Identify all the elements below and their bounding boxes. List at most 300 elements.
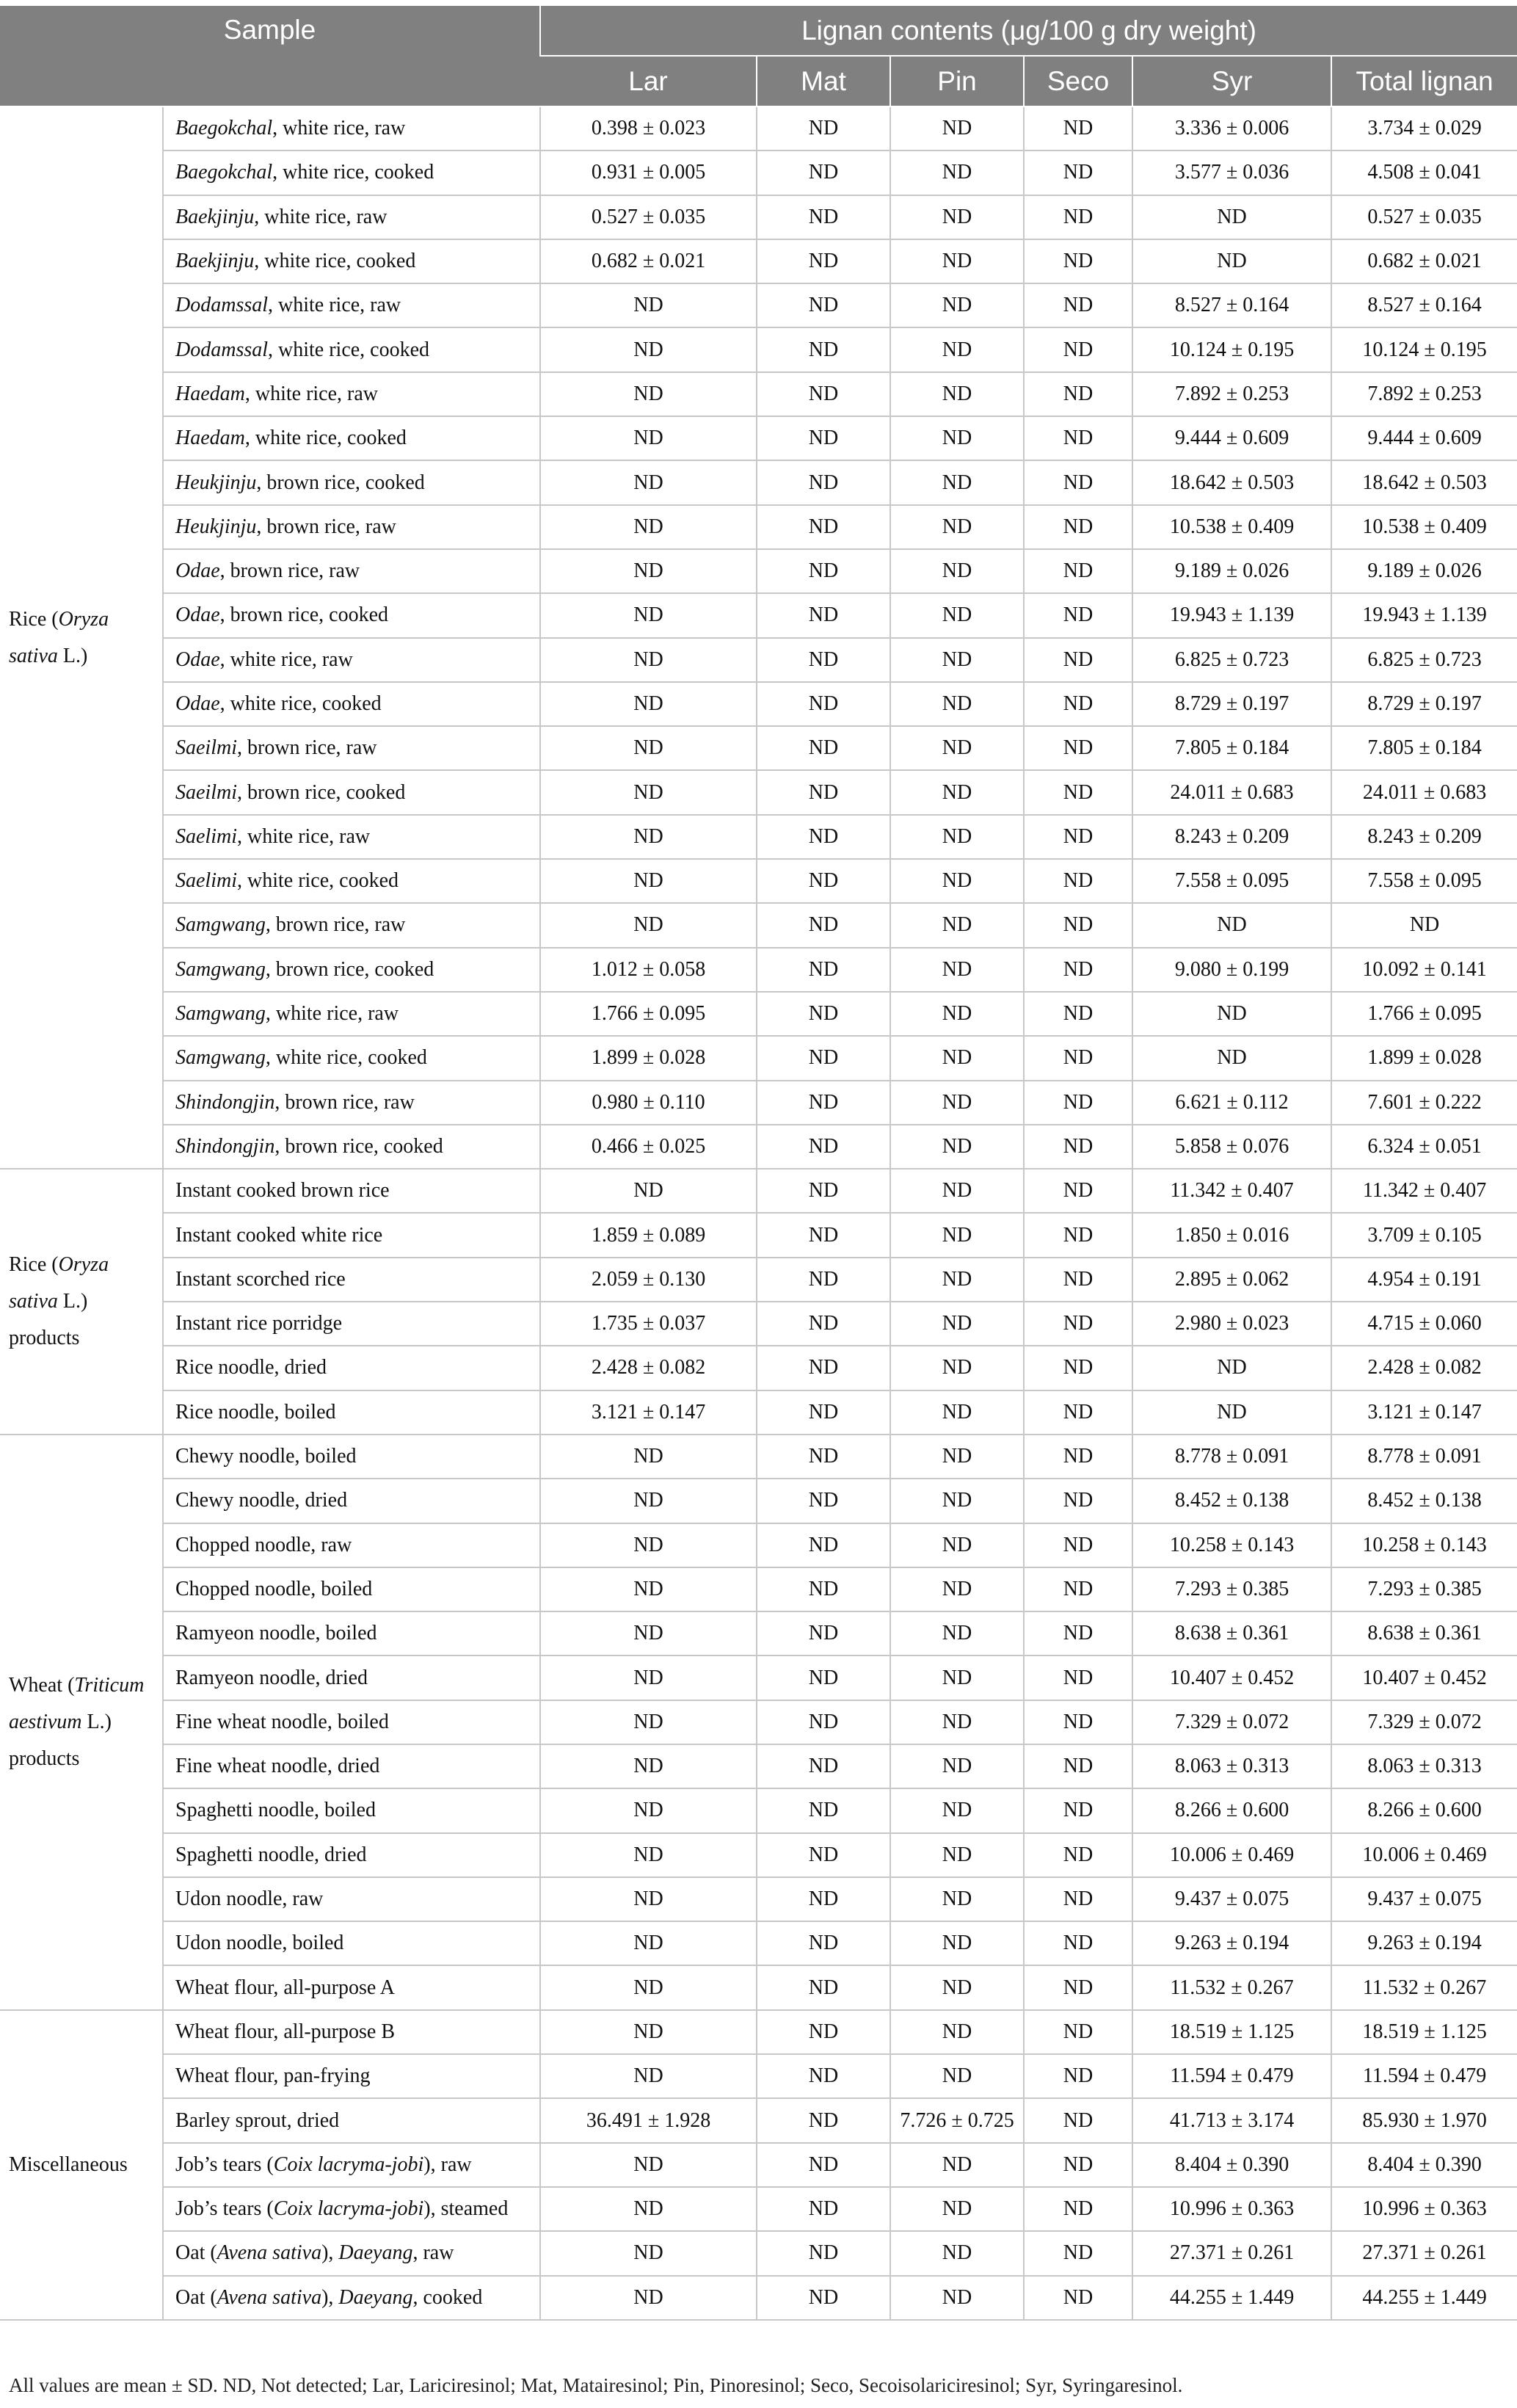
- text-run: Udon noodle, boiled: [175, 1932, 344, 1955]
- value-cell-mat: ND: [757, 2054, 890, 2098]
- value-cell-total-lignan: 18.519 ± 1.125: [1331, 2010, 1517, 2054]
- italic-text: Heukjinju: [175, 471, 257, 494]
- value-cell-lar: 2.059 ± 0.130: [540, 1258, 757, 1302]
- value-cell-total-lignan: 1.766 ± 0.095: [1331, 992, 1517, 1036]
- text-run: Spaghetti noodle, dried: [175, 1843, 367, 1866]
- table-row: [0, 1788, 1517, 1832]
- text-run: Wheat flour, all-purpose A: [175, 1976, 396, 1999]
- value-cell-pin: ND: [890, 815, 1024, 859]
- sample-name: [163, 416, 540, 460]
- italic-text: Baekjinju: [175, 250, 255, 273]
- value-cell-mat: ND: [757, 505, 890, 549]
- value-cell-lar: ND: [540, 770, 757, 814]
- sample-name: [163, 106, 540, 150]
- value-cell-total-lignan: 27.371 ± 0.261: [1331, 2231, 1517, 2275]
- table-row: [0, 239, 1517, 283]
- table-row: [0, 549, 1517, 593]
- text-run: Job’s tears (: [175, 2197, 274, 2221]
- value-cell-total-lignan: 4.954 ± 0.191: [1331, 1258, 1517, 1302]
- value-cell-pin: ND: [890, 239, 1024, 283]
- value-cell-mat: ND: [757, 682, 890, 726]
- sample-name: [163, 1258, 540, 1302]
- table-row: [0, 1656, 1517, 1700]
- table-row: [0, 2010, 1517, 2054]
- text-run: Rice (: [9, 1253, 59, 1277]
- value-cell-mat: ND: [757, 948, 890, 992]
- value-cell-pin: ND: [890, 1081, 1024, 1125]
- value-cell-seco: ND: [1024, 372, 1132, 416]
- table-row: [0, 1390, 1517, 1435]
- table-row: [0, 1567, 1517, 1611]
- value-cell-pin: ND: [890, 1921, 1024, 1965]
- text-run: , white rice, raw: [219, 648, 353, 671]
- text-run: , white rice, cooked: [268, 338, 430, 361]
- italic-text: Coix lacryma-jobi: [273, 2197, 424, 2221]
- text-run: Instant cooked white rice: [175, 1223, 383, 1247]
- value-cell-pin: 7.726 ± 0.725: [890, 2098, 1024, 2142]
- table-row: [0, 1921, 1517, 1965]
- value-cell-total-lignan: 7.558 ± 0.095: [1331, 859, 1517, 903]
- sample-name: [163, 1833, 540, 1877]
- italic-text: Saelimi: [175, 869, 237, 893]
- group-label-line: [9, 1247, 162, 1283]
- value-cell-pin: ND: [890, 859, 1024, 903]
- text-run: , brown rice, raw: [274, 1090, 415, 1114]
- italic-text: sativa: [9, 644, 58, 667]
- value-cell-syr: 7.805 ± 0.184: [1132, 726, 1331, 770]
- value-cell-lar: 0.527 ± 0.035: [540, 195, 757, 239]
- table-row: [0, 283, 1517, 327]
- value-cell-mat: ND: [757, 1567, 890, 1611]
- value-cell-seco: ND: [1024, 2098, 1132, 2142]
- value-cell-syr: 41.713 ± 3.174: [1132, 2098, 1331, 2142]
- table-row: [0, 1523, 1517, 1567]
- value-cell-lar: 1.735 ± 0.037: [540, 1302, 757, 1346]
- value-cell-lar: ND: [540, 638, 757, 682]
- value-cell-mat: ND: [757, 1656, 890, 1700]
- text-run: products: [9, 1327, 80, 1350]
- value-cell-total-lignan: 8.243 ± 0.209: [1331, 815, 1517, 859]
- value-cell-total-lignan: 10.006 ± 0.469: [1331, 1833, 1517, 1877]
- italic-text: Daeyang: [338, 2241, 413, 2265]
- value-cell-lar: ND: [540, 327, 757, 371]
- text-run: Instant cooked brown rice: [175, 1179, 390, 1203]
- value-cell-lar: ND: [540, 859, 757, 903]
- value-cell-lar: ND: [540, 1523, 757, 1567]
- value-cell-seco: ND: [1024, 1479, 1132, 1523]
- value-cell-mat: ND: [757, 1921, 890, 1965]
- italic-text: Coix lacryma-jobi: [273, 2153, 424, 2176]
- value-cell-seco: ND: [1024, 1435, 1132, 1479]
- value-cell-syr: 7.293 ± 0.385: [1132, 1567, 1331, 1611]
- value-cell-seco: ND: [1024, 1877, 1132, 1921]
- sample-name: [163, 1700, 540, 1744]
- text-run: , white rice, raw: [237, 824, 371, 848]
- text-run: , white rice, raw: [265, 1002, 399, 1026]
- value-cell-mat: ND: [757, 1833, 890, 1877]
- text-run: Wheat flour, all-purpose B: [175, 2020, 396, 2043]
- value-cell-syr: ND: [1132, 992, 1331, 1036]
- text-run: , brown rice, raw: [265, 913, 406, 937]
- value-cell-seco: ND: [1024, 1611, 1132, 1656]
- italic-text: Baegokchal: [175, 117, 273, 140]
- value-cell-pin: ND: [890, 2276, 1024, 2320]
- value-cell-lar: ND: [540, 416, 757, 460]
- italic-text: Daeyang: [338, 2285, 413, 2309]
- value-cell-pin: ND: [890, 327, 1024, 371]
- value-cell-lar: ND: [540, 1479, 757, 1523]
- value-cell-mat: ND: [757, 327, 890, 371]
- value-cell-seco: ND: [1024, 2143, 1132, 2187]
- table-row: [0, 372, 1517, 416]
- value-cell-syr: 8.638 ± 0.361: [1132, 1611, 1331, 1656]
- text-run: , brown rice, cooked: [237, 780, 406, 804]
- value-cell-syr: 18.642 ± 0.503: [1132, 460, 1331, 504]
- value-cell-seco: ND: [1024, 815, 1132, 859]
- table-row: [0, 150, 1517, 195]
- table-footnote: All values are mean ± SD. ND, Not detected; Lar, Lariciresinol; Mat, Matairesinol; Pin, Pinoresinol; Seco, Secoisolariciresinol; Syr, Syringaresinol.: [9, 2374, 1183, 2396]
- group-label-line: [9, 2147, 162, 2183]
- value-cell-syr: ND: [1132, 903, 1331, 947]
- value-cell-seco: ND: [1024, 1125, 1132, 1169]
- sample-name: [163, 1169, 540, 1213]
- value-cell-total-lignan: 10.092 ± 0.141: [1331, 948, 1517, 992]
- value-cell-lar: ND: [540, 1169, 757, 1213]
- text-run: Instant scorched rice: [175, 1267, 346, 1291]
- table-row: [0, 682, 1517, 726]
- text-run: , white rice, cooked: [265, 1046, 427, 1070]
- value-cell-syr: 8.452 ± 0.138: [1132, 1479, 1331, 1523]
- text-run: L.): [81, 1710, 112, 1733]
- value-cell-pin: ND: [890, 460, 1024, 504]
- table-row: [0, 903, 1517, 947]
- value-cell-total-lignan: 11.532 ± 0.267: [1331, 1965, 1517, 2009]
- value-cell-pin: ND: [890, 1169, 1024, 1213]
- sample-name: [163, 460, 540, 504]
- header-row-1: [0, 6, 1517, 56]
- sample-name: [163, 1965, 540, 2009]
- value-cell-pin: ND: [890, 948, 1024, 992]
- sample-name: [163, 1479, 540, 1523]
- value-cell-total-lignan: 7.293 ± 0.385: [1331, 1567, 1517, 1611]
- table-row: [0, 815, 1517, 859]
- table-row: [0, 416, 1517, 460]
- text-run: , raw: [412, 2241, 454, 2265]
- sample-name: [163, 2187, 540, 2231]
- value-cell-lar: 1.899 ± 0.028: [540, 1036, 757, 1080]
- value-cell-total-lignan: 10.124 ± 0.195: [1331, 327, 1517, 371]
- value-cell-seco: ND: [1024, 327, 1132, 371]
- text-run: L.): [57, 644, 88, 667]
- value-cell-seco: ND: [1024, 2187, 1132, 2231]
- value-cell-seco: ND: [1024, 1213, 1132, 1257]
- value-cell-pin: ND: [890, 1656, 1024, 1700]
- value-cell-total-lignan: 3.121 ± 0.147: [1331, 1390, 1517, 1435]
- italic-text: Samgwang: [175, 1046, 266, 1070]
- value-cell-lar: ND: [540, 2231, 757, 2275]
- sample-name: [163, 1744, 540, 1788]
- value-cell-seco: ND: [1024, 948, 1132, 992]
- value-cell-pin: ND: [890, 1346, 1024, 1390]
- value-cell-mat: ND: [757, 372, 890, 416]
- text-run: products: [9, 1747, 80, 1770]
- value-cell-total-lignan: 9.437 ± 0.075: [1331, 1877, 1517, 1921]
- value-cell-lar: ND: [540, 726, 757, 770]
- value-cell-total-lignan: 4.715 ± 0.060: [1331, 1302, 1517, 1346]
- sample-name: [163, 948, 540, 992]
- text-run: ), raw: [423, 2153, 472, 2176]
- text-run: ), steamed: [423, 2197, 509, 2221]
- value-cell-seco: ND: [1024, 2054, 1132, 2098]
- value-cell-pin: ND: [890, 2054, 1024, 2098]
- value-cell-pin: ND: [890, 1125, 1024, 1169]
- sample-name: [163, 1788, 540, 1832]
- value-cell-seco: ND: [1024, 549, 1132, 593]
- group-label-line: [9, 601, 162, 638]
- value-cell-lar: 3.121 ± 0.147: [540, 1390, 757, 1435]
- text-run: Instant rice porridge: [175, 1312, 343, 1335]
- sample-name: [163, 2010, 540, 2054]
- value-cell-total-lignan: 1.899 ± 0.028: [1331, 1036, 1517, 1080]
- value-cell-lar: ND: [540, 682, 757, 726]
- value-cell-seco: ND: [1024, 1833, 1132, 1877]
- value-cell-syr: ND: [1132, 195, 1331, 239]
- text-run: Oat (: [175, 2285, 217, 2309]
- value-cell-seco: ND: [1024, 283, 1132, 327]
- text-run: ),: [321, 2241, 339, 2265]
- value-cell-total-lignan: 10.538 ± 0.409: [1331, 505, 1517, 549]
- value-cell-pin: ND: [890, 682, 1024, 726]
- value-cell-seco: ND: [1024, 1965, 1132, 2009]
- value-cell-seco: ND: [1024, 859, 1132, 903]
- value-cell-pin: ND: [890, 1877, 1024, 1921]
- table-row: [0, 1036, 1517, 1080]
- sample-name: [163, 372, 540, 416]
- group-label-line: [9, 1320, 162, 1357]
- value-cell-syr: ND: [1132, 239, 1331, 283]
- value-cell-pin: ND: [890, 1302, 1024, 1346]
- text-run: Rice (: [9, 607, 59, 631]
- value-cell-lar: 1.012 ± 0.058: [540, 948, 757, 992]
- value-cell-mat: ND: [757, 1611, 890, 1656]
- value-cell-seco: ND: [1024, 239, 1132, 283]
- italic-text: Oryza: [58, 607, 109, 631]
- value-cell-lar: ND: [540, 1567, 757, 1611]
- group-label-line: [9, 1283, 162, 1320]
- value-cell-pin: ND: [890, 726, 1024, 770]
- lignan-contents-header: Lignan contents (μg/100 g dry weight): [540, 6, 1517, 56]
- value-cell-seco: ND: [1024, 106, 1132, 150]
- value-cell-mat: ND: [757, 239, 890, 283]
- sample-name: [163, 638, 540, 682]
- value-cell-pin: ND: [890, 1833, 1024, 1877]
- value-cell-pin: ND: [890, 770, 1024, 814]
- italic-text: Odae: [175, 559, 220, 583]
- value-cell-seco: ND: [1024, 1700, 1132, 1744]
- value-cell-mat: ND: [757, 638, 890, 682]
- value-cell-syr: 10.996 ± 0.363: [1132, 2187, 1331, 2231]
- value-cell-mat: ND: [757, 2276, 890, 2320]
- sample-name: [163, 1390, 540, 1435]
- value-cell-syr: 3.577 ± 0.036: [1132, 150, 1331, 195]
- value-cell-lar: ND: [540, 1611, 757, 1656]
- value-cell-seco: ND: [1024, 1081, 1132, 1125]
- value-cell-syr: 44.255 ± 1.449: [1132, 2276, 1331, 2320]
- lignan-table: [0, 6, 1517, 2321]
- italic-text: Odae: [175, 603, 220, 627]
- sample-name: [163, 1611, 540, 1656]
- value-cell-total-lignan: 7.805 ± 0.184: [1331, 726, 1517, 770]
- table-row: [0, 1258, 1517, 1302]
- italic-text: Dodamssal: [175, 294, 269, 317]
- value-cell-mat: ND: [757, 1346, 890, 1390]
- value-cell-lar: ND: [540, 815, 757, 859]
- italic-text: Baekjinju: [175, 205, 255, 228]
- italic-text: Saeilmi: [175, 780, 237, 804]
- value-cell-lar: 2.428 ± 0.082: [540, 1346, 757, 1390]
- value-cell-total-lignan: ND: [1331, 903, 1517, 947]
- sample-name: [163, 903, 540, 947]
- value-cell-pin: ND: [890, 1258, 1024, 1302]
- value-cell-syr: 11.594 ± 0.479: [1132, 2054, 1331, 2098]
- value-cell-total-lignan: 8.729 ± 0.197: [1331, 682, 1517, 726]
- value-cell-pin: ND: [890, 1788, 1024, 1832]
- value-cell-syr: ND: [1132, 1036, 1331, 1080]
- value-cell-seco: ND: [1024, 460, 1132, 504]
- value-cell-total-lignan: 9.189 ± 0.026: [1331, 549, 1517, 593]
- value-cell-mat: ND: [757, 1523, 890, 1567]
- text-run: Rice noodle, dried: [175, 1356, 327, 1379]
- text-run: , brown rice, cooked: [256, 471, 425, 494]
- table-row: [0, 2231, 1517, 2275]
- value-cell-syr: 19.943 ± 1.139: [1132, 593, 1331, 637]
- value-cell-syr: ND: [1132, 1346, 1331, 1390]
- column-header-syr: Syr: [1132, 56, 1331, 106]
- italic-text: Shindongjin: [175, 1090, 275, 1114]
- value-cell-mat: ND: [757, 150, 890, 195]
- value-cell-mat: ND: [757, 1877, 890, 1921]
- text-run: Chewy noodle, boiled: [175, 1445, 357, 1468]
- table-row: [0, 1479, 1517, 1523]
- value-cell-lar: ND: [540, 1700, 757, 1744]
- value-cell-total-lignan: 8.452 ± 0.138: [1331, 1479, 1517, 1523]
- value-cell-lar: ND: [540, 1744, 757, 1788]
- value-cell-syr: 3.336 ± 0.006: [1132, 106, 1331, 150]
- value-cell-seco: ND: [1024, 1036, 1132, 1080]
- sample-name: [163, 1213, 540, 1257]
- value-cell-lar: ND: [540, 2010, 757, 2054]
- value-cell-total-lignan: 19.943 ± 1.139: [1331, 593, 1517, 637]
- value-cell-mat: ND: [757, 2010, 890, 2054]
- value-cell-syr: 8.266 ± 0.600: [1132, 1788, 1331, 1832]
- table-row: [0, 505, 1517, 549]
- sample-name: [163, 1567, 540, 1611]
- value-cell-seco: ND: [1024, 1744, 1132, 1788]
- sample-name: [163, 2054, 540, 2098]
- table-row: [0, 593, 1517, 637]
- table-row: [0, 1700, 1517, 1744]
- value-cell-mat: ND: [757, 1169, 890, 1213]
- value-cell-total-lignan: 0.527 ± 0.035: [1331, 195, 1517, 239]
- value-cell-lar: 36.491 ± 1.928: [540, 2098, 757, 2142]
- value-cell-total-lignan: 85.930 ± 1.970: [1331, 2098, 1517, 2142]
- value-cell-seco: ND: [1024, 416, 1132, 460]
- sample-name: [163, 859, 540, 903]
- table-row: [0, 2187, 1517, 2231]
- value-cell-seco: ND: [1024, 2276, 1132, 2320]
- value-cell-seco: ND: [1024, 1258, 1132, 1302]
- sample-group-label: [0, 1435, 163, 2010]
- value-cell-seco: ND: [1024, 2010, 1132, 2054]
- sample-group-label: [0, 106, 163, 1169]
- table-row: [0, 1833, 1517, 1877]
- value-cell-syr: ND: [1132, 1390, 1331, 1435]
- italic-text: Shindongjin: [175, 1134, 275, 1158]
- value-cell-syr: 27.371 ± 0.261: [1132, 2231, 1331, 2275]
- text-run: Ramyeon noodle, boiled: [175, 1622, 377, 1645]
- italic-text: Oryza: [58, 1253, 109, 1277]
- value-cell-lar: ND: [540, 1833, 757, 1877]
- sample-name: [163, 2098, 540, 2142]
- value-cell-mat: ND: [757, 416, 890, 460]
- value-cell-lar: 0.980 ± 0.110: [540, 1081, 757, 1125]
- value-cell-total-lignan: 8.266 ± 0.600: [1331, 1788, 1517, 1832]
- sample-name: [163, 195, 540, 239]
- value-cell-mat: ND: [757, 106, 890, 150]
- value-cell-pin: ND: [890, 903, 1024, 947]
- text-run: , brown rice, raw: [219, 559, 360, 583]
- value-cell-seco: ND: [1024, 1567, 1132, 1611]
- value-cell-pin: ND: [890, 1611, 1024, 1656]
- sample-name: [163, 1302, 540, 1346]
- text-run: Fine wheat noodle, dried: [175, 1755, 380, 1778]
- value-cell-pin: ND: [890, 2143, 1024, 2187]
- value-cell-total-lignan: 18.642 ± 0.503: [1331, 460, 1517, 504]
- value-cell-syr: 2.980 ± 0.023: [1132, 1302, 1331, 1346]
- value-cell-mat: ND: [757, 2187, 890, 2231]
- value-cell-lar: 0.931 ± 0.005: [540, 150, 757, 195]
- table-row: [0, 770, 1517, 814]
- value-cell-lar: 1.766 ± 0.095: [540, 992, 757, 1036]
- value-cell-pin: ND: [890, 195, 1024, 239]
- text-run: Rice noodle, boiled: [175, 1400, 336, 1424]
- table-row: [0, 1213, 1517, 1257]
- text-run: , brown rice, raw: [256, 515, 396, 538]
- sample-name: [163, 2231, 540, 2275]
- value-cell-syr: 8.729 ± 0.197: [1132, 682, 1331, 726]
- value-cell-syr: 9.444 ± 0.609: [1132, 416, 1331, 460]
- table-row: [0, 1125, 1517, 1169]
- value-cell-seco: ND: [1024, 638, 1132, 682]
- value-cell-lar: ND: [540, 593, 757, 637]
- value-cell-lar: ND: [540, 1965, 757, 2009]
- value-cell-pin: ND: [890, 549, 1024, 593]
- value-cell-seco: ND: [1024, 150, 1132, 195]
- value-cell-seco: ND: [1024, 726, 1132, 770]
- sample-name: [163, 150, 540, 195]
- value-cell-lar: ND: [540, 549, 757, 593]
- value-cell-mat: ND: [757, 593, 890, 637]
- value-cell-lar: ND: [540, 903, 757, 947]
- value-cell-mat: ND: [757, 1213, 890, 1257]
- sample-group-label: [0, 1169, 163, 1435]
- value-cell-pin: ND: [890, 2010, 1024, 2054]
- sample-name: [163, 1036, 540, 1080]
- value-cell-seco: ND: [1024, 1346, 1132, 1390]
- value-cell-total-lignan: 3.734 ± 0.029: [1331, 106, 1517, 150]
- table-row: [0, 638, 1517, 682]
- value-cell-total-lignan: 3.709 ± 0.105: [1331, 1213, 1517, 1257]
